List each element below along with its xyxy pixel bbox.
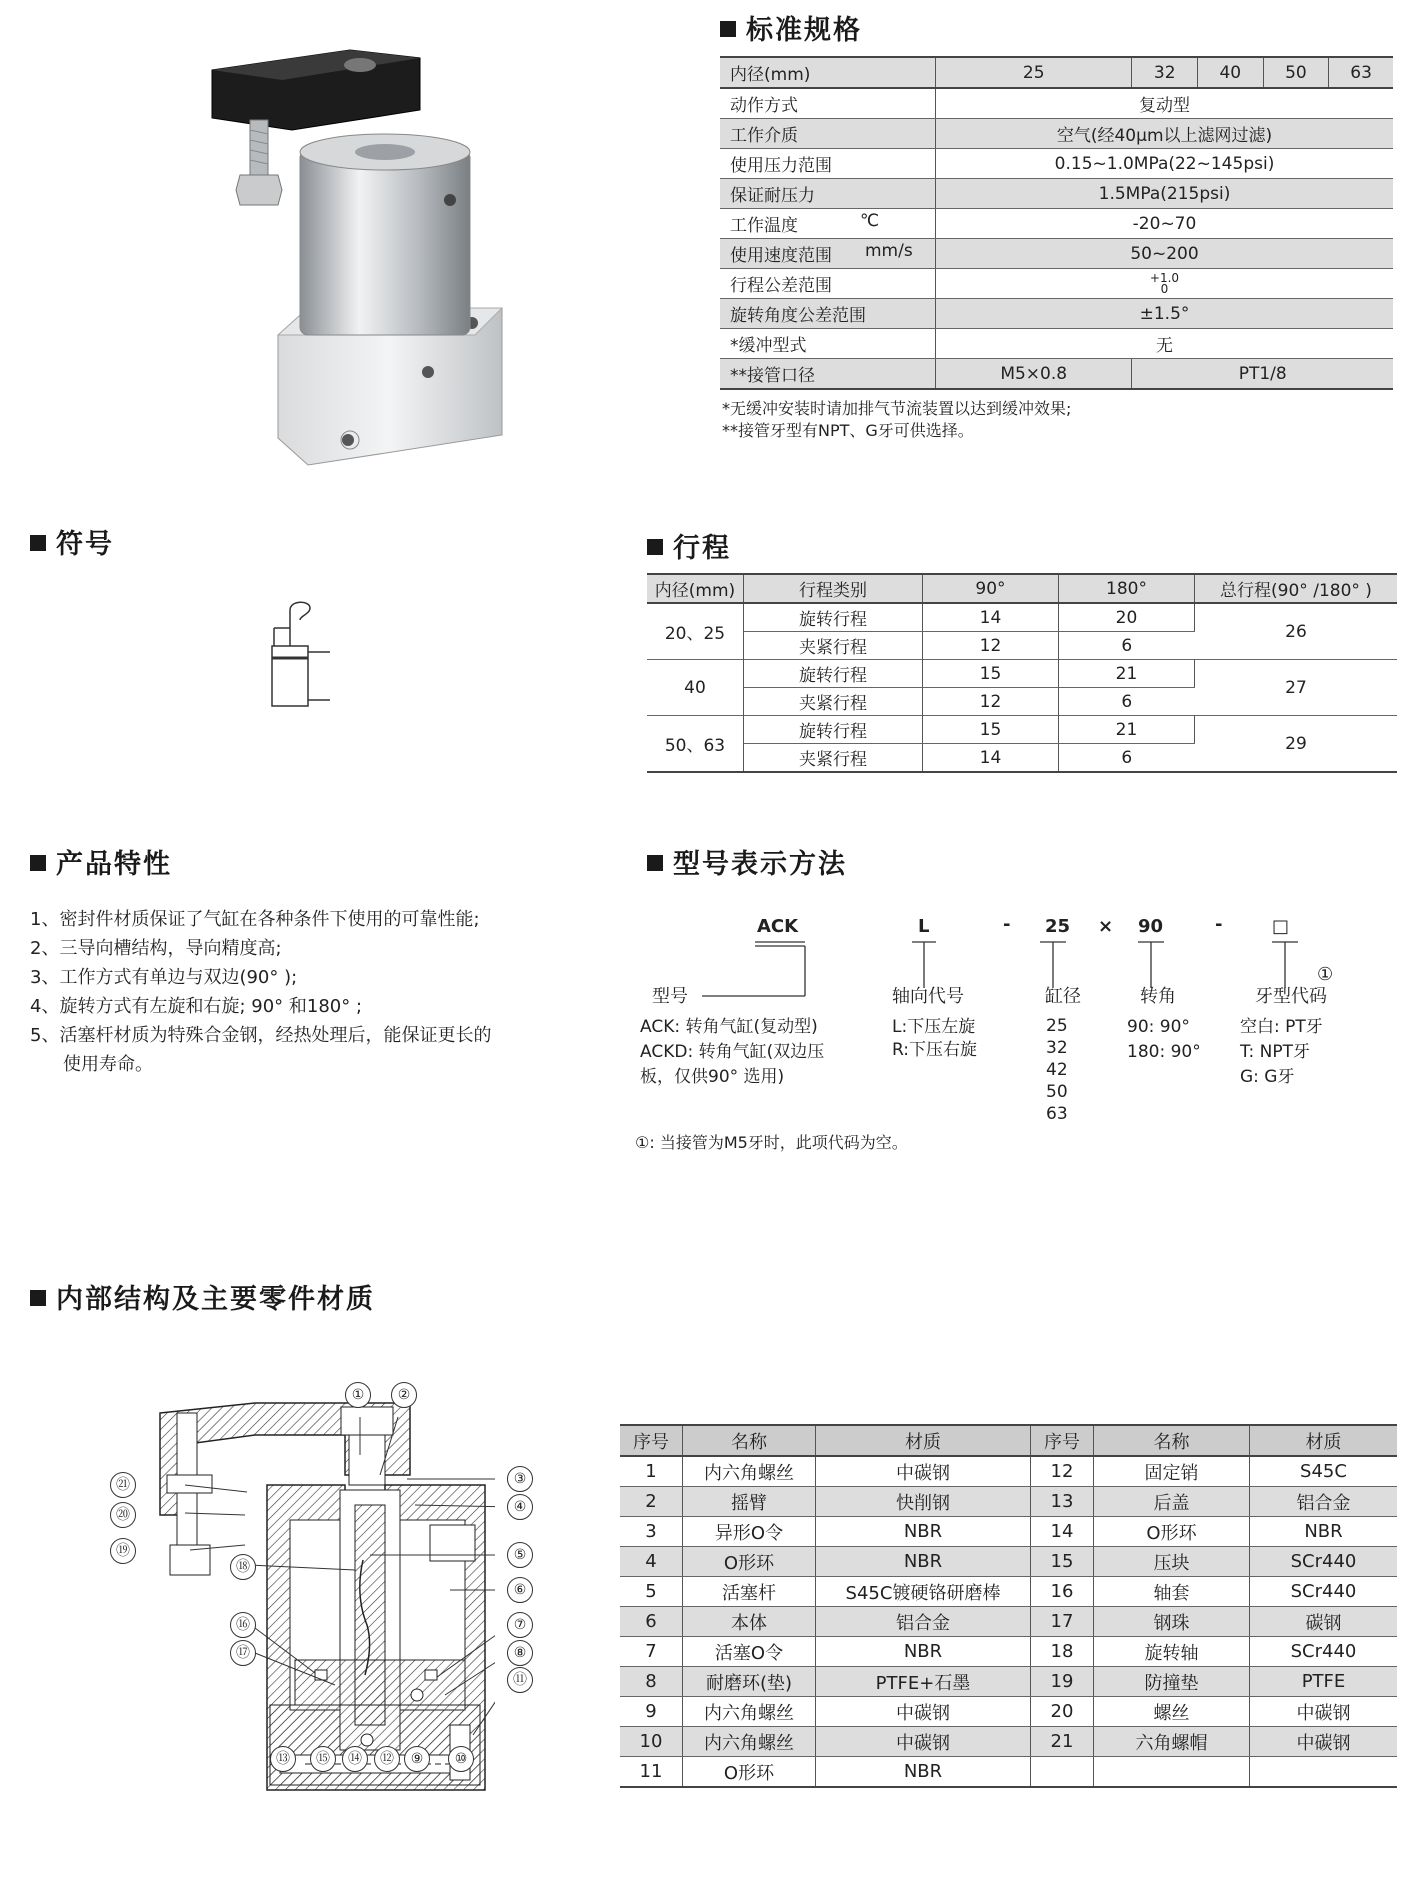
callout-9: ⑨ [404, 1746, 430, 1772]
mat-name: 钢珠 [1094, 1607, 1250, 1637]
mat-header: 材质 [1250, 1425, 1398, 1456]
mat-name: 后盖 [1094, 1487, 1250, 1517]
table-row [620, 1577, 1397, 1607]
spec-note: *无缓冲安装时请加排气节流装置以达到缓冲效果; [722, 399, 1072, 418]
stroke-type: 夹紧行程 [744, 632, 923, 660]
mat-no: 8 [620, 1667, 683, 1697]
spec-port-large: PT1/8 [1132, 359, 1393, 390]
spec-label: 旋转角度公差范围 [720, 299, 936, 329]
symbol-section-title: 符号 [30, 522, 114, 561]
spec-label: **接管口径 [720, 359, 936, 390]
mat-header: 名称 [683, 1425, 816, 1456]
stroke-value: 14 [923, 744, 1059, 773]
mat-name: 内六角螺丝 [683, 1456, 816, 1487]
spec-unit: mm/s [865, 241, 913, 261]
callout-19: ⑲ [110, 1538, 136, 1564]
model-type-desc: 板，仅供90° 选用) [640, 1067, 785, 1087]
mat-no: 16 [1031, 1577, 1094, 1607]
stroke-value: 15 [923, 716, 1059, 744]
callout-1: ① [345, 1382, 371, 1408]
callout-15: ⑮ [310, 1746, 336, 1772]
stroke-value: 21 [1059, 660, 1195, 688]
stroke-type: 旋转行程 [744, 716, 923, 744]
product-photo [200, 40, 540, 480]
stroke-table [647, 573, 1397, 773]
table-row [620, 1727, 1397, 1757]
mat-header: 序号 [620, 1425, 683, 1456]
model-note-marker: ① [1317, 964, 1334, 985]
mat-name: 六角螺帽 [1094, 1727, 1250, 1757]
mat-material: 中碳钢 [1250, 1727, 1398, 1757]
mat-material: 铝合金 [816, 1607, 1031, 1637]
mat-no: 6 [620, 1607, 683, 1637]
mat-material [1250, 1757, 1398, 1788]
stroke-bore: 40 [647, 660, 744, 716]
stroke-total: 26 [1285, 621, 1307, 642]
mat-no: 9 [620, 1697, 683, 1727]
spec-label: *缓冲型式 [720, 329, 936, 359]
stroke-value: 21 [1059, 716, 1195, 744]
callout-7: ⑦ [507, 1612, 533, 1638]
callout-13: ⑬ [270, 1746, 296, 1772]
mat-header: 名称 [1094, 1425, 1250, 1456]
callout-2: ② [391, 1382, 417, 1408]
mat-header: 材质 [816, 1425, 1031, 1456]
model-axis-desc: L:下压左旋 [892, 1017, 976, 1037]
model-footnote: ①: 当接管为M5牙时，此项代码为空。 [635, 1133, 908, 1152]
mat-name: O形环 [683, 1757, 816, 1788]
callout-5: ⑤ [507, 1542, 533, 1568]
model-dash: - [1215, 914, 1223, 935]
spec-label: 工作温度 ℃ [720, 209, 936, 239]
callout-20: ⑳ [110, 1502, 136, 1528]
stroke-value: 12 [923, 688, 1059, 716]
stroke-value: 14 [923, 603, 1059, 632]
callout-3: ③ [507, 1466, 533, 1492]
spec-label: 行程公差范围 [720, 269, 936, 299]
model-bore-value: 50 [1046, 1082, 1068, 1102]
mat-material: S45C [1250, 1456, 1398, 1487]
mat-material: NBR [816, 1547, 1031, 1577]
stroke-type: 夹紧行程 [744, 688, 923, 716]
mat-material: NBR [816, 1517, 1031, 1547]
spec-bore: 32 [1132, 57, 1198, 88]
mat-material: SCr440 [1250, 1547, 1398, 1577]
mat-name: 内六角螺丝 [683, 1697, 816, 1727]
mat-no: 14 [1031, 1517, 1094, 1547]
spec-label: 使用速度范围 mm/s [720, 239, 936, 269]
table-row [620, 1547, 1397, 1577]
feature-item: 1、密封件材质保证了气缸在各种条件下使用的可靠性能; [30, 909, 480, 930]
mat-name: 内六角螺丝 [683, 1727, 816, 1757]
mat-material: NBR [1250, 1517, 1398, 1547]
feature-item: 4、旋转方式有左旋和右旋; 90° 和180° ; [30, 996, 363, 1017]
mat-no: 19 [1031, 1667, 1094, 1697]
model-angle-desc: 90: 90° [1127, 1017, 1190, 1037]
spec-bore: 63 [1329, 57, 1393, 88]
mat-material: 中碳钢 [816, 1697, 1031, 1727]
model-bore-value: 32 [1046, 1038, 1068, 1058]
table-row [620, 1607, 1397, 1637]
spec-label: 保证耐压力 [720, 179, 936, 209]
spec-section-title: 标准规格 [720, 8, 862, 47]
mat-name [1094, 1757, 1250, 1788]
mat-material: PTFE+石墨 [816, 1667, 1031, 1697]
model-thread-label: 牙型代码 [1255, 986, 1327, 1007]
cross-section-diagram [155, 1395, 495, 1795]
model-bore-value: 25 [1046, 1016, 1068, 1036]
spec-bore: 40 [1198, 57, 1264, 88]
callout-10: ⑩ [448, 1746, 474, 1772]
mat-material: SCr440 [1250, 1577, 1398, 1607]
mat-material: PTFE [1250, 1667, 1398, 1697]
callout-16: ⑯ [230, 1612, 256, 1638]
feature-item: 5、活塞杆材质为特殊合金钢，经热处理后，能保证更长的 [30, 1025, 492, 1046]
callout-4: ④ [507, 1494, 533, 1520]
table-row [620, 1757, 1397, 1788]
mat-no: 15 [1031, 1547, 1094, 1577]
mat-name: 防撞垫 [1094, 1667, 1250, 1697]
mat-no: 1 [620, 1456, 683, 1487]
spec-value: -20~70 [936, 209, 1394, 239]
model-axis-desc: R:下压右旋 [892, 1040, 978, 1060]
spec-value: 复动型 [936, 88, 1394, 119]
mat-name: 螺丝 [1094, 1697, 1250, 1727]
mat-material: 快削钢 [816, 1487, 1031, 1517]
spec-label: 使用压力范围 [720, 149, 936, 179]
mat-material: 铝合金 [1250, 1487, 1398, 1517]
mat-name: 固定销 [1094, 1456, 1250, 1487]
spec-bore: 25 [936, 57, 1132, 88]
model-code-axis: L [918, 916, 930, 937]
mat-no: 18 [1031, 1637, 1094, 1667]
model-dash: - [1003, 914, 1011, 935]
model-code-angle: 90 [1138, 916, 1164, 937]
materials-table [620, 1424, 1397, 1788]
mat-no: 3 [620, 1517, 683, 1547]
mat-material: NBR [816, 1637, 1031, 1667]
stroke-value: 15 [923, 660, 1059, 688]
spec-value: ±1.5° [936, 299, 1394, 329]
stroke-type: 旋转行程 [744, 603, 923, 632]
callout-11: ⑪ [507, 1667, 533, 1693]
stroke-value: 6 [1121, 635, 1133, 656]
stroke-header: 行程类别 [744, 574, 923, 603]
feature-item: 3、工作方式有单边与双边(90° ); [30, 967, 298, 988]
mat-no: 4 [620, 1547, 683, 1577]
stroke-type: 夹紧行程 [744, 744, 923, 773]
mat-name: 轴套 [1094, 1577, 1250, 1607]
stroke-total: 29 [1195, 716, 1398, 773]
stroke-value: 6 [1121, 691, 1133, 712]
model-thread-desc: T: NPT牙 [1240, 1042, 1311, 1062]
stroke-bore: 20、25 [647, 603, 744, 660]
table-row [620, 1517, 1397, 1547]
stroke-value: 6 [1059, 744, 1195, 773]
table-row [620, 1667, 1397, 1697]
pneumatic-symbol [260, 598, 340, 713]
table-row [620, 1456, 1397, 1487]
stroke-section-title: 行程 [647, 526, 731, 565]
model-code-ack: ACK [757, 916, 799, 937]
mat-no: 10 [620, 1727, 683, 1757]
model-thread-desc: 空白: PT牙 [1240, 1017, 1323, 1037]
spec-value: 0.15~1.0MPa(22~145psi) [936, 149, 1394, 179]
mat-name: O形环 [683, 1547, 816, 1577]
spec-value: 1.5MPa(215psi) [936, 179, 1394, 209]
mat-name: 耐磨环(垫) [683, 1667, 816, 1697]
feature-item: 2、三导向槽结构，导向精度高; [30, 938, 282, 959]
mat-name: 活塞O令 [683, 1637, 816, 1667]
model-thread-desc: G: G牙 [1240, 1067, 1295, 1087]
mat-name: 压块 [1094, 1547, 1250, 1577]
mat-no: 11 [620, 1757, 683, 1788]
model-bore-label: 缸径 [1045, 986, 1081, 1007]
spec-value: +1.0 0 [936, 269, 1394, 299]
mat-material: 中碳钢 [1250, 1697, 1398, 1727]
mat-no: 13 [1031, 1487, 1094, 1517]
callout-6: ⑥ [507, 1577, 533, 1603]
stroke-value: 12 [923, 632, 1059, 660]
mat-name: 摇臂 [683, 1487, 816, 1517]
mat-name: 活塞杆 [683, 1577, 816, 1607]
stroke-header: 90° [923, 574, 1059, 603]
model-times: × [1098, 916, 1114, 937]
stroke-bore: 50、63 [647, 716, 744, 773]
stroke-value: 20 [1059, 603, 1195, 632]
table-row [620, 1697, 1397, 1727]
callout-21: ㉑ [110, 1472, 136, 1498]
mat-no: 7 [620, 1637, 683, 1667]
mat-no: 17 [1031, 1607, 1094, 1637]
callout-14: ⑭ [342, 1746, 368, 1772]
structure-section-title: 内部结构及主要零件材质 [30, 1277, 375, 1316]
callout-12: ⑫ [374, 1746, 400, 1772]
mat-no [1031, 1757, 1094, 1788]
spec-value: 50~200 [936, 239, 1394, 269]
stroke-header: 180° [1059, 574, 1195, 603]
callout-17: ⑰ [230, 1640, 256, 1666]
spec-value: 无 [936, 329, 1394, 359]
callout-18: ⑱ [230, 1554, 256, 1580]
spec-value: 空气(经40μm以上滤网过滤) [936, 119, 1394, 149]
spec-label: 工作介质 [720, 119, 936, 149]
spec-note: **接管牙型有NPT、G牙可供选择。 [722, 421, 974, 440]
spec-port-small: M5×0.8 [936, 359, 1132, 390]
model-type-desc: ACKD: 转角气缸(双边压 [640, 1042, 825, 1062]
callout-8: ⑧ [507, 1640, 533, 1666]
mat-material: NBR [816, 1757, 1031, 1788]
mat-no: 12 [1031, 1456, 1094, 1487]
mat-material: 碳钢 [1250, 1607, 1398, 1637]
mat-header: 序号 [1031, 1425, 1094, 1456]
model-angle-label: 转角 [1140, 986, 1176, 1007]
model-type-desc: ACK: 转角气缸(复动型) [640, 1017, 818, 1037]
table-row [620, 1637, 1397, 1667]
mat-material: SCr440 [1250, 1637, 1398, 1667]
stroke-header: 总行程(90° /180° ) [1195, 574, 1398, 603]
mat-name: O形环 [1094, 1517, 1250, 1547]
mat-name: 本体 [683, 1607, 816, 1637]
features-section-title: 产品特性 [30, 842, 172, 881]
model-code-thread: □ [1272, 916, 1290, 937]
model-connector-lines [690, 938, 1310, 998]
mat-no: 2 [620, 1487, 683, 1517]
table-row [620, 1487, 1397, 1517]
mat-name: 异形O令 [683, 1517, 816, 1547]
spec-unit: ℃ [860, 211, 880, 231]
mat-no: 20 [1031, 1697, 1094, 1727]
stroke-header: 内径(mm) [647, 574, 744, 603]
spec-label: 动作方式 [720, 88, 936, 119]
mat-material: 中碳钢 [816, 1727, 1031, 1757]
mat-material: S45C镀硬铬研磨棒 [816, 1577, 1031, 1607]
model-angle-desc: 180: 90° [1127, 1042, 1201, 1062]
spec-table [720, 56, 1393, 390]
spec-bore-label: 内径(mm) [720, 57, 936, 88]
model-section-title: 型号表示方法 [647, 842, 847, 881]
stroke-type: 旋转行程 [744, 660, 923, 688]
stroke-total: 27 [1195, 660, 1398, 716]
model-code-bore: 25 [1045, 916, 1071, 937]
feature-item: 使用寿命。 [63, 1054, 153, 1075]
model-bore-value: 42 [1046, 1060, 1068, 1080]
spec-bore: 50 [1263, 57, 1329, 88]
model-type-label: 型号 [652, 986, 688, 1007]
model-bore-value: 63 [1046, 1104, 1068, 1124]
mat-name: 旋转轴 [1094, 1637, 1250, 1667]
mat-material: 中碳钢 [816, 1456, 1031, 1487]
mat-no: 5 [620, 1577, 683, 1607]
mat-no: 21 [1031, 1727, 1094, 1757]
model-axis-label: 轴向代号 [892, 986, 964, 1007]
